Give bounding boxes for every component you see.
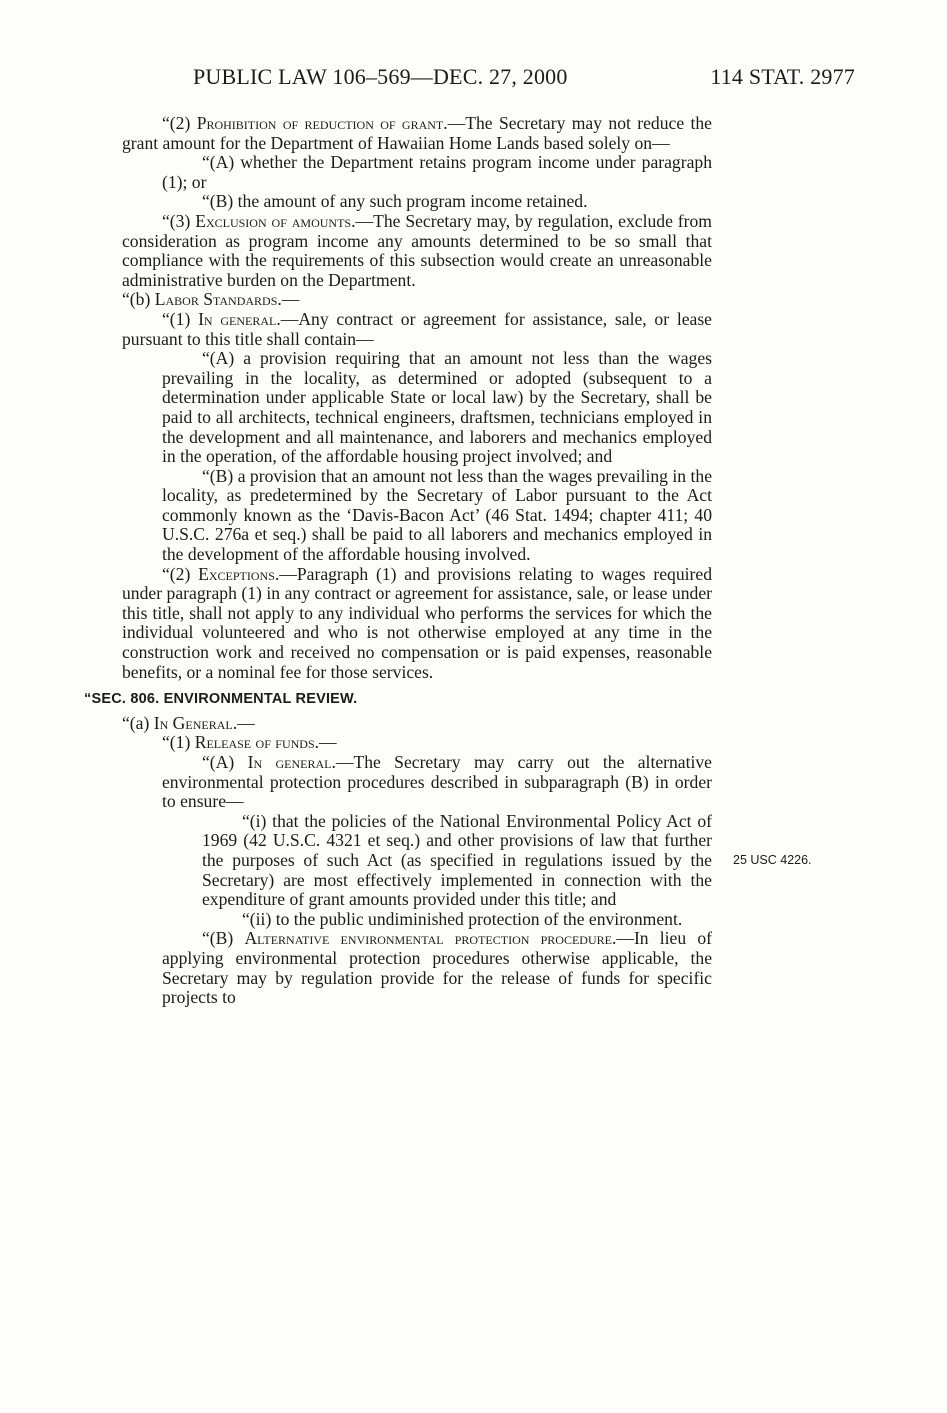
paragraph-text: — xyxy=(237,712,255,733)
paragraph xyxy=(122,565,712,683)
paragraph-designator: “(1) xyxy=(162,308,199,329)
paragraph-caption: In general. xyxy=(247,752,336,772)
paragraph-text: —The Secretary may, by regulation, exclude from consideration as program income any amounts determined to be so small that compliance with the requirements of this subsection would create an unreasonable administrative burden on the Department. xyxy=(122,210,712,290)
paragraph xyxy=(122,812,712,910)
paragraph-text: “(i) that the policies of the National Environmental Policy Act of 1969 (42 U.S.C. 4321 et seq.) and other provisions of law that further the purposes of such Act (as specified in regulations issued by the Secretary) are most effectively implemented in connection with the expenditure of grant amounts provided under this title; and xyxy=(202,810,712,910)
paragraph-text: —Any contract or agreement for assistance, sale, or lease pursuant to this title shall contain— xyxy=(122,308,712,349)
paragraph-designator: “(B) xyxy=(202,928,245,949)
paragraph xyxy=(122,349,712,467)
paragraph xyxy=(122,290,712,310)
paragraph xyxy=(122,467,712,565)
paragraph-text: “(A) whether the Department retains program income under paragraph (1); or xyxy=(162,152,712,192)
paragraph-designator: “(3) xyxy=(162,210,196,231)
header-title: PUBLIC LAW 106–569—DEC. 27, 2000 xyxy=(193,64,568,89)
paragraph xyxy=(122,114,712,153)
paragraph-text: —The Secretary may not reduce the grant amount for the Department of Hawaiian Home Lands based solely on— xyxy=(122,113,712,153)
paragraph-text: — xyxy=(319,732,337,753)
paragraph-designator: “(2) xyxy=(162,563,199,584)
paragraph-text: “(A) a provision requiring that an amount not less than the wages prevailing in the locality, as determined or adopted (subsequent to a determination under applicable State or local law) by the Secretary, shall be paid to all architects, technical engineers, draftsmen, technicians employed in the development and all maintenance, and laborers and mechanics employed in the operation, of the affordable housing project involved; and xyxy=(162,348,712,467)
running-header xyxy=(193,64,855,94)
paragraph-caption: Exceptions. xyxy=(198,563,280,584)
paragraph-text: — xyxy=(281,289,300,310)
paragraph-text: —In lieu of applying environmental protection procedures otherwise applicable, the Secretary may by regulation provide for the release of funds for specific projects to xyxy=(162,928,712,1008)
paragraph-text: “(ii) to the public undiminished protection of the environment. xyxy=(242,908,683,929)
header-page-number: 114 STAT. 2977 xyxy=(710,64,855,89)
paragraph-designator: “(A) xyxy=(202,752,248,772)
paragraph xyxy=(122,733,712,753)
paragraph-designator: “(1) xyxy=(162,732,195,753)
paragraph xyxy=(122,753,712,812)
paragraph-designator: “(a) xyxy=(122,712,154,733)
paragraph xyxy=(122,212,712,290)
paragraph-caption: Alternative environmental protection procedure. xyxy=(244,928,617,949)
margin-citation: 25 USC 4226. xyxy=(733,853,812,867)
paragraph-caption: Labor Standards. xyxy=(154,289,282,310)
paragraph-text: —Paragraph (1) and provisions relating to wages required under paragraph (1) in any contract or agreement for assistance, sale, or lease under this title, shall not apply to any individual who performs the services for which the individual volunteered and who is not otherwise employed at any time in the construction work and received no compensation or is paid expenses, reasonable benefits, or a nominal fee for those services. xyxy=(122,563,712,682)
paragraph-caption: Release of funds. xyxy=(194,732,320,753)
paragraph-caption: In general. xyxy=(198,308,281,329)
paragraph-designator: “(2) xyxy=(162,113,197,133)
paragraph-text: “(B) a provision that an amount not less than the wages prevailing in the locality, as predetermined by the Secretary of Labor pursuant to the Act commonly known as the ‘Davis-Bacon Act’ (46 Stat. 1494; chapter 411; 40 U.S.C. 276a et seq.) shall be paid to all laborers and mechanics employed in the development of the affordable housing involved. xyxy=(162,465,712,565)
paragraph-designator: “(b) xyxy=(122,289,155,310)
paragraph xyxy=(122,192,712,212)
paragraph-caption: Exclusion of amounts. xyxy=(195,210,356,231)
paragraph-caption: Prohibition of reduction of grant. xyxy=(196,113,448,133)
section-heading: “SEC. 806. ENVIRONMENTAL REVIEW. xyxy=(84,691,358,708)
paragraph xyxy=(122,910,712,930)
paragraph xyxy=(122,714,712,734)
paragraph-text: —The Secretary may carry out the alternative environmental protection procedures described in subparagraph (B) in order to ensure— xyxy=(162,752,712,812)
paragraph-caption: In General. xyxy=(153,712,238,733)
paragraph xyxy=(122,153,712,192)
paragraph-text: “(B) the amount of any such program income retained. xyxy=(202,191,588,212)
paragraph xyxy=(122,929,712,1007)
body-text xyxy=(84,113,712,1008)
section-806-block xyxy=(122,714,712,1008)
subsection-block xyxy=(122,114,712,682)
paragraph xyxy=(122,310,712,349)
